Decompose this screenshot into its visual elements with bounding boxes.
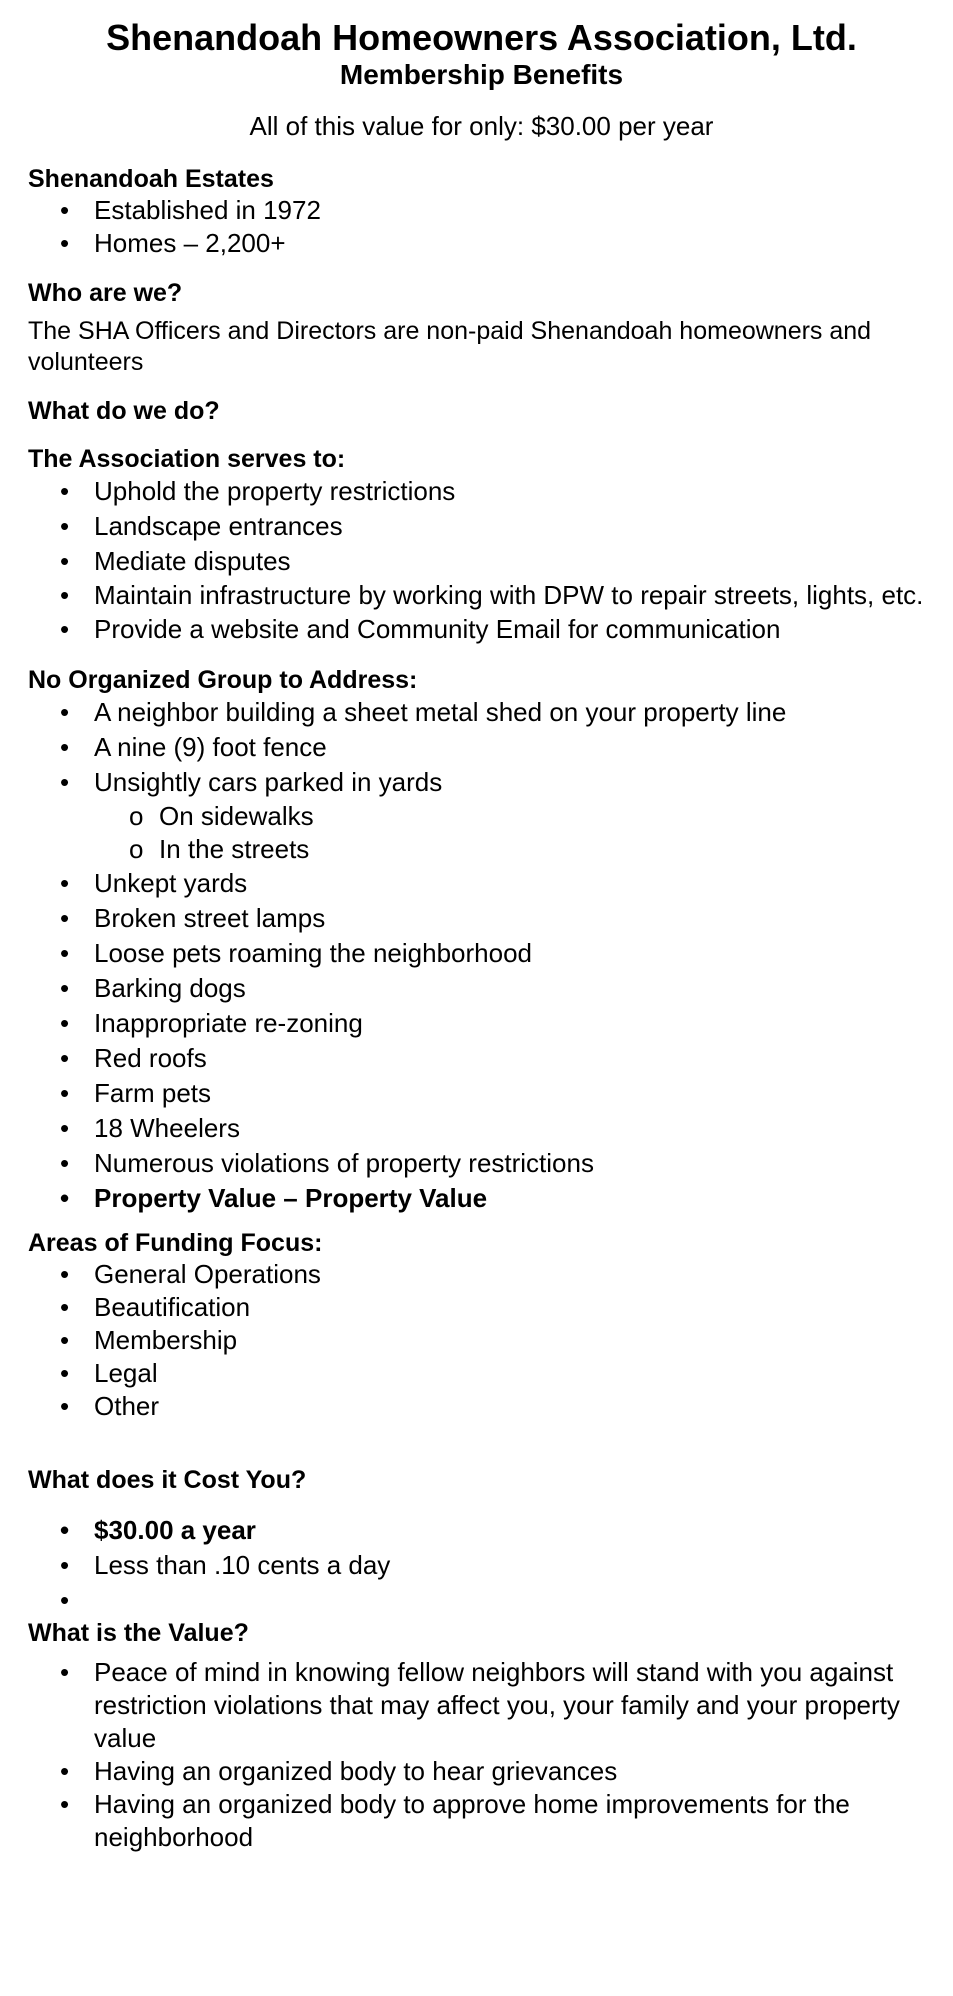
list-item: • Barking dogs: [28, 971, 935, 1006]
list-item: • Uphold the property restrictions: [28, 474, 935, 509]
list-item: • Loose pets roaming the neighborhood: [28, 936, 935, 971]
sub-list-item: o In the streets: [94, 833, 935, 866]
list-item: • Inappropriate re-zoning: [28, 1006, 935, 1041]
list-item: • Red roofs: [28, 1041, 935, 1076]
funding-list: [28, 1258, 935, 1423]
list-item: • A neighbor building a sheet metal shed on your property line: [28, 695, 935, 730]
no-group-heading: No Organized Group to Address:: [28, 666, 418, 694]
list-item: • Provide a website and Community Email for communication: [28, 612, 935, 647]
who-heading: Who are we?: [28, 279, 183, 307]
sub-list: [94, 800, 935, 866]
list-item: • Other: [28, 1390, 935, 1423]
list-item: • Having an organized body to approve home improvements for the neighborhood: [28, 1788, 935, 1854]
who-text: The SHA Officers and Directors are non-paid Shenandoah homeowners and volunteers: [28, 317, 872, 376]
sub-list-item: o On sidewalks: [94, 800, 935, 833]
value-list: [28, 1656, 935, 1854]
serves-heading: The Association serves to:: [28, 445, 346, 473]
no-group-list: [28, 695, 935, 1216]
cost-heading: What does it Cost You?: [28, 1466, 307, 1494]
list-item: • Established in 1972: [28, 194, 935, 227]
list-item: • Broken street lamps: [28, 901, 935, 936]
list-item: • Farm pets: [28, 1076, 935, 1111]
list-item: • Homes – 2,200+: [28, 227, 935, 260]
list-item: • General Operations: [28, 1258, 935, 1291]
list-item-bold: • $30.00 a year: [28, 1513, 935, 1548]
list-item: • Numerous violations of property restrictions: [28, 1146, 935, 1181]
what-do-heading: What do we do?: [28, 397, 220, 425]
list-item: • Unkept yards: [28, 866, 935, 901]
list-item: • Maintain infrastructure by working with DPW to repair streets, lights, etc.: [28, 579, 935, 612]
document-title: Shenandoah Homeowners Association, Ltd.: [106, 17, 857, 58]
estates-heading: Shenandoah Estates: [28, 165, 274, 193]
list-item: • A nine (9) foot fence: [28, 730, 935, 765]
funding-heading: Areas of Funding Focus:: [28, 1229, 323, 1257]
price-line: All of this value for only: $30.00 per year: [249, 111, 714, 141]
list-item: • Peace of mind in knowing fellow neighbors will stand with you against restriction violations that may affect you, your family and your property value: [28, 1656, 935, 1755]
list-item: • Beautification: [28, 1291, 935, 1324]
list-item: • Having an organized body to hear grievances: [28, 1755, 935, 1788]
estates-list: [28, 194, 935, 260]
list-item: • Membership: [28, 1324, 935, 1357]
list-item: [28, 765, 935, 866]
list-item-label: Unsightly cars parked in yards: [94, 767, 443, 797]
list-item-bold: • Property Value – Property Value: [28, 1181, 935, 1216]
list-item: • 18 Wheelers: [28, 1111, 935, 1146]
cost-list: [28, 1513, 935, 1618]
list-item: • Landscape entrances: [28, 509, 935, 544]
document-subtitle: Membership Benefits: [339, 59, 624, 90]
list-item: • Legal: [28, 1357, 935, 1390]
list-item-empty: [28, 1583, 935, 1618]
list-item: • Mediate disputes: [28, 544, 935, 579]
list-item: • Less than .10 cents a day: [28, 1548, 935, 1583]
serves-list: [28, 474, 935, 647]
value-heading: What is the Value?: [28, 1619, 249, 1647]
